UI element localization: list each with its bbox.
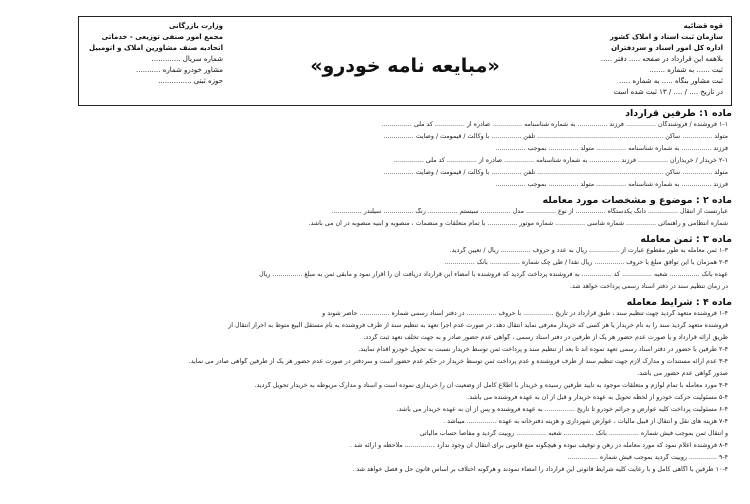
contract-line: ۱-۴ فروشنده متعهد گردید جهت تنظیم سند ، طبق قرارداد در تاریخ ............... با حروف ............... در دفتر اسناد رسمی شماره ............... حاضر شوند و <box>322 310 728 317</box>
left-line: حوزه ثبتی ............... <box>158 77 223 85</box>
right-line: سازمان ثبت اسناد و املاک کشور <box>609 33 723 41</box>
right-line: در تاریخ .... / .... / ۱۳ ثبت شده است <box>613 88 723 96</box>
header-box <box>78 16 732 106</box>
right-line: قوه قضائیه <box>683 22 723 30</box>
right-line: ثبت ...... به شماره ....... <box>649 66 723 74</box>
section-heading: ماده ۲ : موضوع و مشخصات مورد معامله <box>542 195 732 206</box>
header-left-block <box>89 21 223 87</box>
contract-line: ۵-۴ مسئولیت حرکت خودرو از لحظه تحویل به عهده خریدار و قبل از آن به عهده فروشنده می باشد. <box>467 394 728 401</box>
contract-line: ۲-۴ طرفین با حضور در دفتر اسناد رسمی تعهد نموده اند تا بعد از تنظیم سند و پرداخت ثمن توسط خریدار نسبت به تحویل خودرو اقدام نمایند. <box>358 346 728 353</box>
contract-line: طریق ارائه قرارداد و یا صورت عدم حضور هر یک از طرفین در دفتر اسناد رسمی ، گواهی عدم حضور صادر و به جهت تخلف تعهد ثبت گردد. <box>363 334 728 341</box>
contract-line: ۱-۱ فروشنده / فروشندگان ............... فرزند ............... به شماره شناسنامه ............... صادره از ............... کد ملی ............... <box>381 121 728 128</box>
left-line: مجمع امور صنفی توزیعی - خدماتی <box>101 33 223 41</box>
contract-line: فرزند ............... به شماره شناسنامه ............... متولد ............... بموجب ............... <box>495 181 728 188</box>
contract-line: ۷-۴ هزینه های نقل و انتقال از قبیل مالیات ، عوارض شهرداری و هزینه دفترخانه به عهده ............... میباشد . <box>443 418 728 425</box>
contract-line: ۲-۱ خریدار / خریداران ............... فرزند ............... به شماره شناسنامه ............... صادره از ............... کد ملی ............... <box>393 157 728 164</box>
contract-line: شماره انتظامی و راهنمائی ............... شماره شاسی ............... شماره موتور ............... با تمام متعلقات و منضمات ، منصوبه و ابنیه منصوبه در آن می باشد. <box>308 220 728 227</box>
right-line: اداره کل امور اسناد و سردفتران <box>611 44 723 52</box>
left-line: اتحادیه صنف مشاورین املاک و اتومبیل <box>89 44 223 52</box>
left-line: شماره سریال ............. <box>151 55 223 63</box>
contract-line: ۱-۳ ثمن معامله به طور مقطوع عبارت از ............... ریال به عدد و حروف ............... ریال / تعیین گردید. <box>449 247 728 254</box>
contract-line: در زمان تنظیم سند در دفتر اسناد رسمی پرداخت خواهد شد. <box>569 283 728 290</box>
contract-line: و انتقال ثمن بموجب فیش شماره ............... بانک ............... شعبه ............... روییت گردید و مفاصا حساب مالیاتی <box>419 430 728 437</box>
contract-line: صدور گواهی عدم حضور می باشد. <box>637 370 728 377</box>
section-heading: ماده ۱: طرفین قرارداد <box>625 108 732 119</box>
contract-line: ۲-۳ همزمان با این توافق مبلغ با حروف ............... ریال نقدا / طی چک شماره ............... بانک ............... <box>444 259 728 266</box>
section-heading: ماده ۴ : شرایط معامله <box>626 297 732 308</box>
contract-line: ۳-۴ عدم ارائه مستندات و مدارک لازم جهت تنظیم سند از طرف فروشنده و عدم پرداخت ثمن توسط خریدار در حکم عدم حضور است و سردفتر در صورت عدم حضور هر یک از طرفین گواهی صادر می نماید. <box>188 358 728 365</box>
contract-line: عهده بانک ............... شعبه ............... کد ............... به فروشنده پرداخت گردید که فروشنده با امضاء این قرارداد دریافت آن را اقرار نمود و مابقی ثمن به مبلغ ............... ریال <box>259 271 728 278</box>
contract-line: ۸-۴ فروشنده اعلام نمود که مورد معامله در رهن و توقیف نبوده و هیچگونه منع قانونی برای انتقال آن وجود ندارد ............... ملاحظه و ارائه شد . <box>349 442 728 449</box>
left-line: مشاور خودرو شماره ........... <box>136 66 223 74</box>
contract-line: ۱۰-۴ طرفین با آگاهی کامل و با رعایت کلیه شرایط قانونی این قرارداد را امضاء نمودند و هرگونه اختلاف بر اساس قانون حل و فصل خواهد شد . <box>352 466 728 473</box>
right-line: ثبت مشاور بنگاه ..... به شماره ..... <box>619 77 723 85</box>
contract-line: فروشنده متعهد گردید سند را به نام خریدار یا هر کسی که خریدار معرفی نماید انتقال دهد. در صورت عدم اجرا تعهد به تنظیم سند از طرف فروشنده به نام مستقل البیع متوط به احراز انتقال از <box>228 322 728 329</box>
left-line: وزارت بازرگانی <box>168 22 223 30</box>
contract-sheet <box>62 4 742 504</box>
document-title: «مبایعه نامه خودرو» <box>310 55 500 77</box>
contract-line: عبارتست از انتقال ............... دانگ یکدستگاه ............... از نوع ............... مدل ............... سیستم ............... رنگ ............... سیلندر ............... <box>331 208 728 215</box>
contract-line: ۴-۴ مورد معامله با تمام لوازم و متعلقات موجود به تایید طرفین رسیده و خریدار با اطلاع کامل از وضعیت آن را خریداری نموده است و اسناد و مدارک مربوطه به خریدار تحویل گردید. <box>254 382 728 389</box>
contract-line: متولد ............... ساکن ............................................................... تلفن ............... با وکالت / قیمومت / وصایت ............... <box>383 169 728 176</box>
contract-line: فرزند ............... به شماره شناسنامه ............... متولد ............... بموجب ............... <box>495 145 728 152</box>
contract-line: ۶-۴ مسئولیت پرداخت کلیه عوارض و جرائم خودرو تا تاریخ ............... به عهده فروشنده و پس از آن به عهده خریدار می باشد. <box>396 406 728 413</box>
contract-line: متولد ............... ساکن ............................................................... تلفن ............... با وکالت / قیمومت / وصایت ............... <box>383 133 728 140</box>
right-line: بلاهمه این قرارداد در صفحه ..... دفتر ..... <box>600 55 723 63</box>
section-heading: ماده ۳ : ثمن معامله <box>640 234 732 245</box>
contract-line: ۹-۴ .............. روییت گردید بموجب فیش شماره ............... <box>567 454 728 461</box>
